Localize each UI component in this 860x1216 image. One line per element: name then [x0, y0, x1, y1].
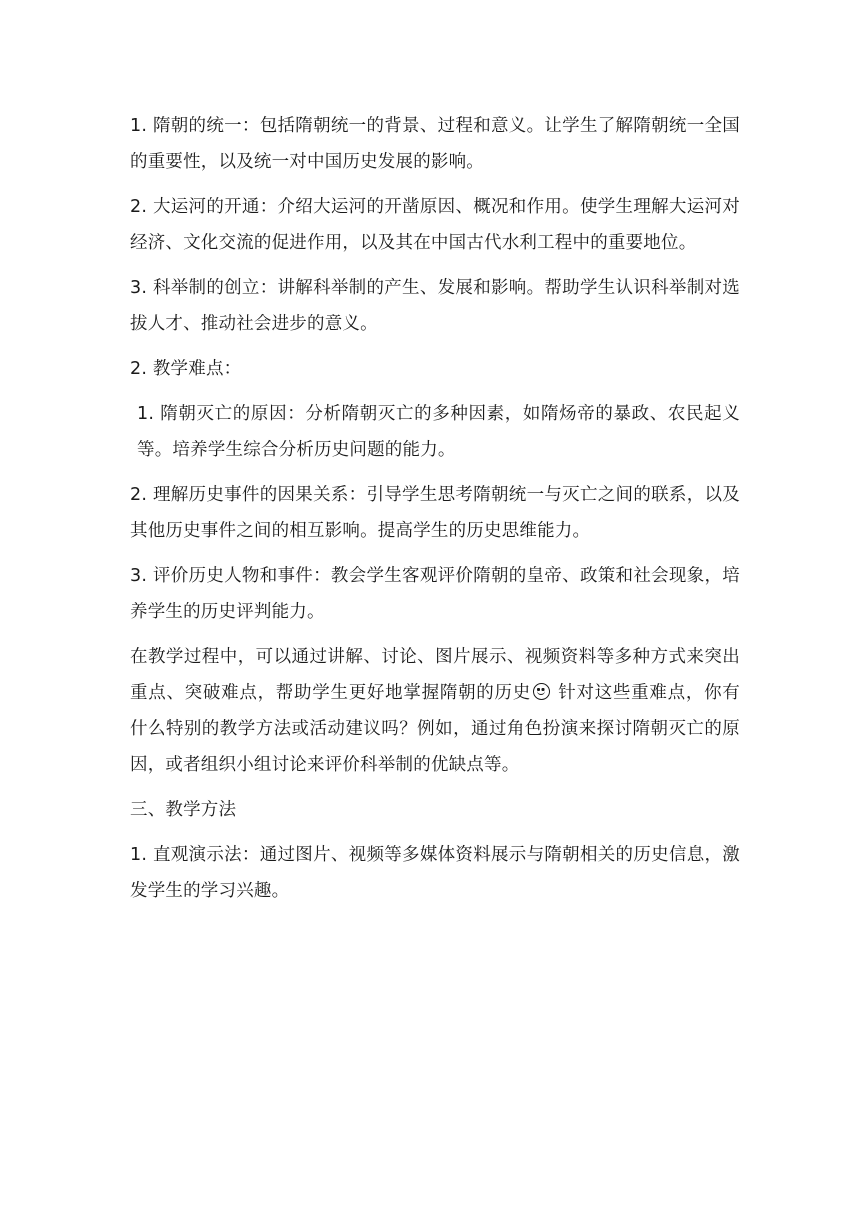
heading-teaching-methods: 三、教学方法 [130, 800, 237, 820]
paragraph-cause-effect: 2. 理解历史事件的因果关系：引导学生思考隋朝统一与灭亡之间的联系，以及其他历史事件之间的相互影响。提高学生的历史思维能力。 [130, 485, 740, 541]
paragraph-teaching-process [130, 639, 740, 783]
paragraph-evaluate-figures: 3. 评价历史人物和事件：教会学生客观评价隋朝的皇帝、政策和社会现象，培养学生的历史评判能力。 [130, 566, 740, 622]
paragraph-imperial-exam: 3. 科举制的创立：讲解科举制的产生、发展和影响。帮助学生认识科举制对选拔人才、推动社会进步的意义。 [130, 278, 740, 334]
paragraph-teaching-process-part2: 针对这些重难点，你有什么特别的教学方法或活动建议吗？例如，通过角色扮演来探讨隋朝灭亡的原因，或者组织小组讨论来评价科举制的优缺点等。 [130, 683, 740, 775]
paragraph-sui-fall: 1. 隋朝灭亡的原因：分析隋朝灭亡的多种因素，如隋炀帝的暴政、农民起义等。培养学生综合分析历史问题的能力。 [137, 404, 740, 460]
document-body [130, 108, 740, 918]
smiley-face-icon [533, 683, 550, 700]
paragraph-teaching-process-part1: 在教学过程中，可以通过讲解、讨论、图片展示、视频资料等多种方式来突出重点、突破难点，帮助学生更好地掌握隋朝的历史 [130, 647, 740, 703]
paragraph-sui-unification: 1. 隋朝的统一：包括隋朝统一的背景、过程和意义。让学生了解隋朝统一全国的重要性，以及统一对中国历史发展的影响。 [130, 116, 740, 172]
paragraph-visual-demo: 1. 直观演示法：通过图片、视频等多媒体资料展示与隋朝相关的历史信息，激发学生的学习兴趣。 [130, 845, 740, 901]
heading-teaching-difficulties: 2. 教学难点： [130, 359, 242, 379]
paragraph-grand-canal: 2. 大运河的开通：介绍大运河的开凿原因、概况和作用。使学生理解大运河对经济、文化交流的促进作用，以及其在中国古代水利工程中的重要地位。 [130, 197, 740, 253]
